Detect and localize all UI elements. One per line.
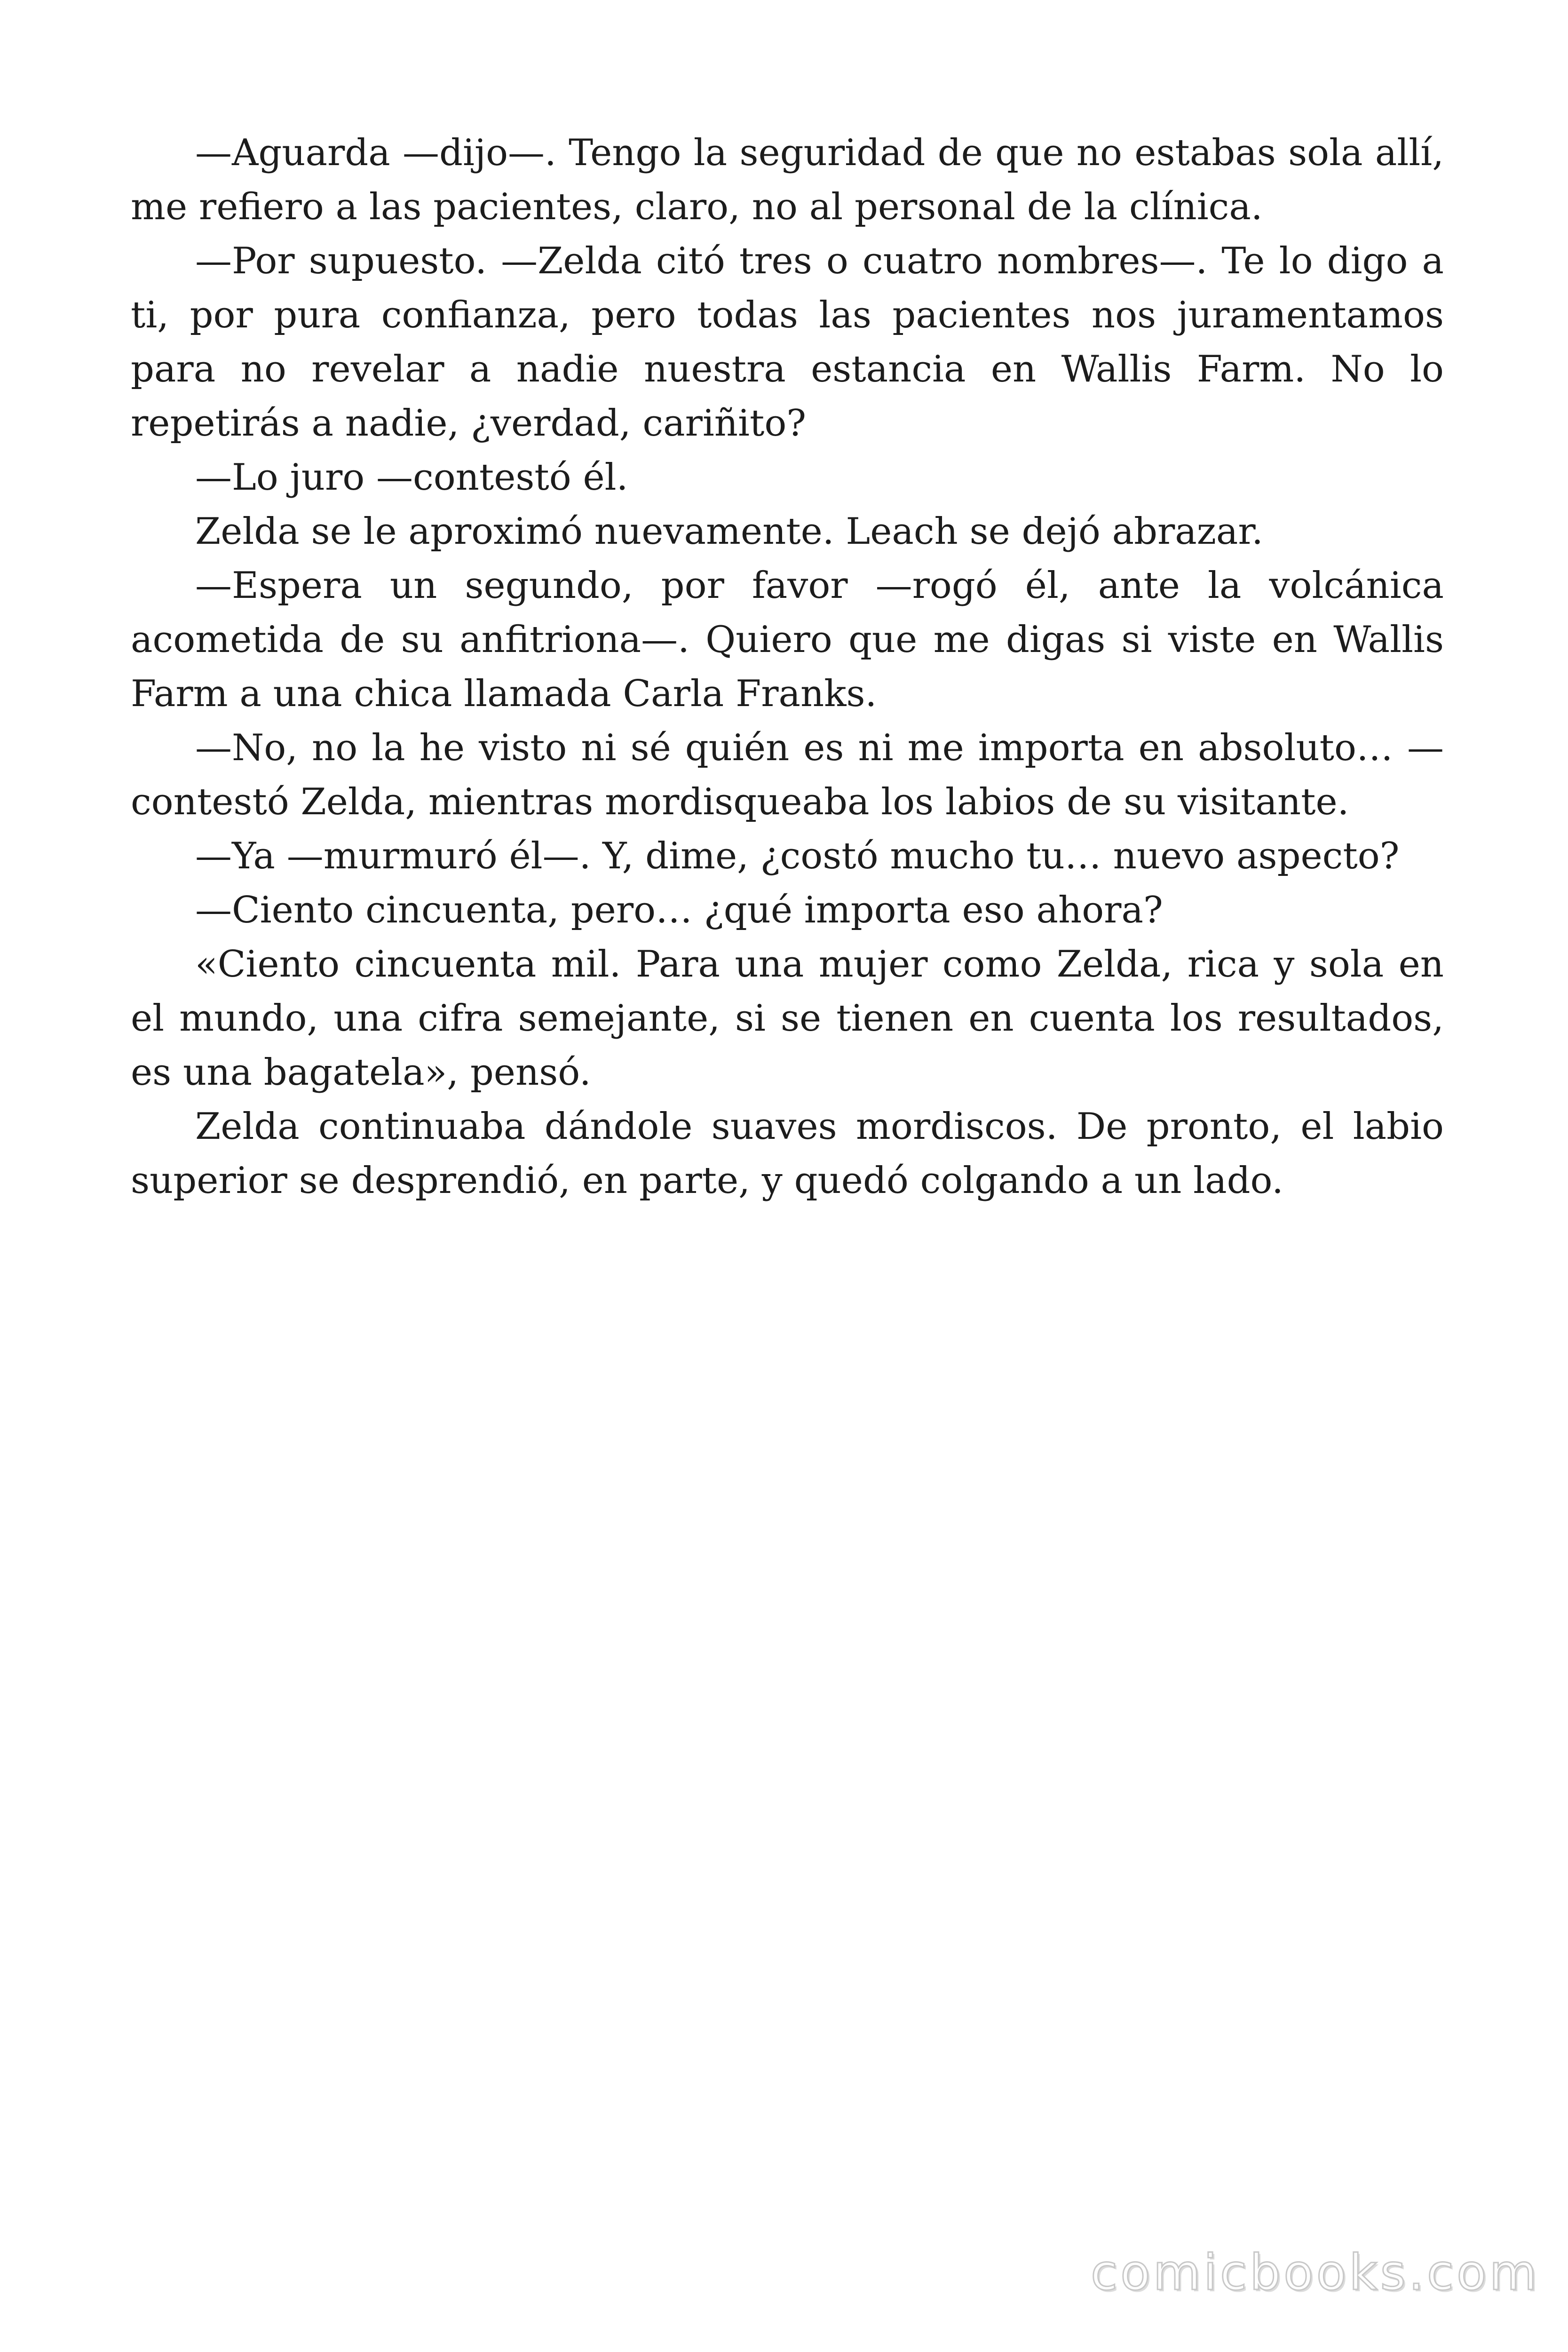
watermark: comicbooks.com	[1090, 2244, 1540, 2301]
paragraph-6: —No, no la he visto ni sé quién es ni me importa en absoluto… —contestó Zelda, mientras mordisqueaba los labios de su visitante.	[131, 727, 1444, 823]
paragraph-5: —Espera un segundo, por favor —rogó él, ante la volcánica acometida de su anfitriona—. Quiero que me digas si viste en Wallis Farm a una chica llamada Carla Franks.	[131, 564, 1444, 715]
paragraph-1: —Aguarda —dijo—. Tengo la seguridad de que no estabas sola allí, me refiero a las pacientes, claro, no al personal de la clínica.	[131, 132, 1444, 228]
paragraph-10: Zelda continuaba dándole suaves mordiscos. De pronto, el labio superior se desprendió, en parte, y quedó colgando a un lado.	[131, 1105, 1444, 1202]
body-text	[131, 126, 1444, 1208]
paragraph-3: —Lo juro —contestó él.	[195, 456, 628, 499]
paragraph-9: «Ciento cincuenta mil. Para una mujer como Zelda, rica y sola en el mundo, una cifra semejante, si se tienen en cuenta los resultados, es una bagatela», pensó.	[131, 943, 1444, 1094]
paragraph-7: —Ya —murmuró él—. Y, dime, ¿costó mucho tu… nuevo aspecto?	[195, 835, 1400, 877]
paragraph-4: Zelda se le aproximó nuevamente. Leach se dejó abrazar.	[195, 510, 1263, 553]
paragraph-8: —Ciento cincuenta, pero… ¿qué importa eso ahora?	[195, 889, 1163, 931]
paragraph-2: —Por supuesto. —Zelda citó tres o cuatro nombres—. Te lo digo a ti, por pura confianza, pero todas las pacientes nos juramentamos para no revelar a nadie nuestra estancia en Wallis Farm. No lo repetirás a nadie, ¿verdad, cariñito?	[131, 240, 1444, 445]
